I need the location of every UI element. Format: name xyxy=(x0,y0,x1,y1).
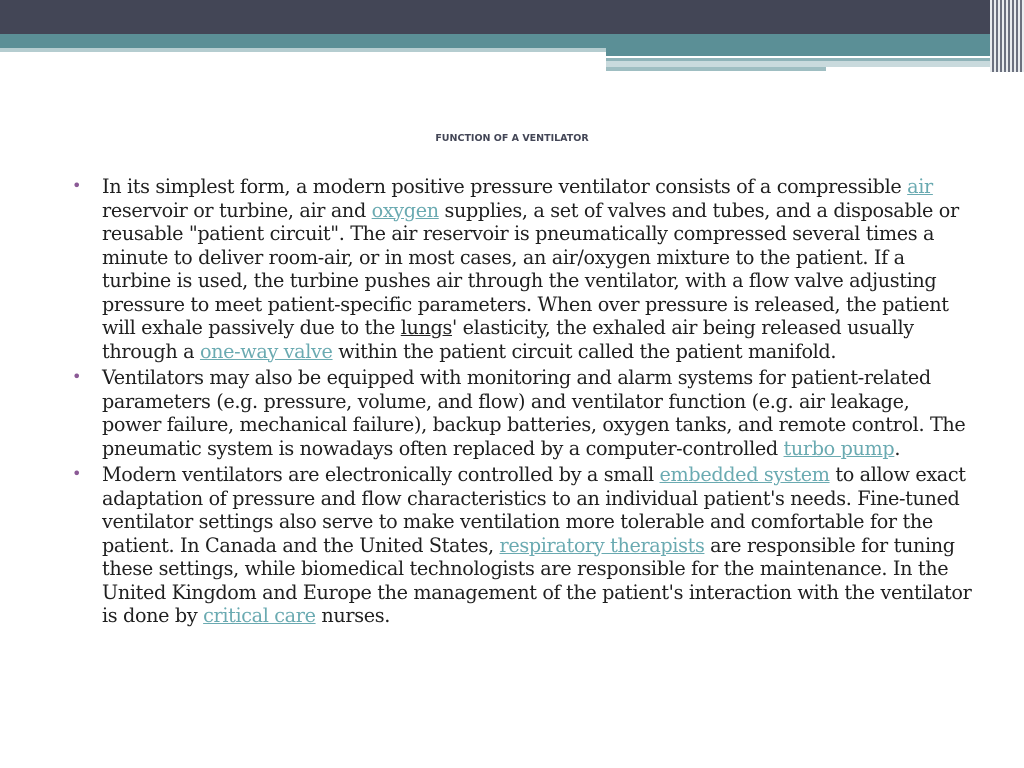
bullet-dot-icon: • xyxy=(72,367,82,386)
link-lungs[interactable]: lungs xyxy=(400,316,452,339)
header-band-dark xyxy=(0,0,1024,34)
bullet-item-1 xyxy=(72,175,972,363)
bullet-text: reservoir or turbine, air and xyxy=(102,198,372,222)
header-band-step xyxy=(606,48,1024,56)
bullet-dot-icon: • xyxy=(72,464,82,483)
header-band-teal xyxy=(0,34,1024,48)
bullet-text: within the patient circuit called the patient manifold. xyxy=(332,339,837,363)
bullet-text: Modern ventilators are electronically controlled by a small xyxy=(102,463,660,486)
bullet-text: are responsible for tuning these settings, while biomedical technologists are responsible for the maintenance. In the United Kingdom and Europe the management of the patient's interaction with the ventilator is done by xyxy=(102,533,972,627)
bullet-text: to allow exact adaptation of pressure and flow characteristics to an individual patient's needs. Fine-tuned ventilator settings also serve to make ventilation more tolerable and comfortable for the patient. In Canada and the United States, xyxy=(102,463,966,557)
link-one-way-valve[interactable]: one-way valve xyxy=(199,339,333,363)
link-critical-care[interactable]: critical care xyxy=(203,604,316,627)
bullet-text: supplies, a set of valves and tubes, and a disposable or reusable "patient circuit". The air reservoir is pneumatically compressed several times a minute to deliver room-air, or in most cases, an air/oxygen mixture to the patient. If a turbine is used, the turbine pushes air through the ventilator, with a flow valve adjusting pressure to meet patient-specific parameters. When over pressure is released, the patient will exhale passively due to the xyxy=(102,198,959,339)
header-band-teal-light xyxy=(0,48,606,52)
link-embedded-system[interactable]: embedded system xyxy=(659,463,830,486)
bullet-list xyxy=(72,175,972,631)
slide-title: FUNCTION OF A VENTILATOR xyxy=(435,133,589,144)
bullet-dot-icon: • xyxy=(72,176,82,195)
bullet-text: nurses. xyxy=(315,604,390,627)
bullet-item-3 xyxy=(72,463,972,628)
bullet-text: . xyxy=(894,436,901,460)
link-oxygen[interactable]: oxygen xyxy=(371,198,439,222)
link-air[interactable]: air xyxy=(907,175,933,198)
bullet-text: Ventilators may also be equipped with monitoring and alarm systems for patient-related parameters (e.g. pressure, volume, and flow) and ventilator function (e.g. air leakage, power failure, mechanical failure), backup batteries, oxygen tanks, and remote control. The pneumatic system is nowadays often replaced by a computer-controlled xyxy=(102,366,966,460)
header-stripes-decoration xyxy=(990,0,1024,72)
bullet-text: In its simplest form, a modern positive pressure ventilator consists of a compressible xyxy=(102,175,908,198)
bullet-item-2 xyxy=(72,366,972,460)
bullet-text: ' elasticity, the exhaled air being released usually through a xyxy=(102,316,914,363)
header-divider-line xyxy=(606,67,826,71)
link-respiratory-therapists[interactable]: respiratory therapists xyxy=(499,533,705,557)
link-turbo-pump[interactable]: turbo pump xyxy=(783,436,895,460)
